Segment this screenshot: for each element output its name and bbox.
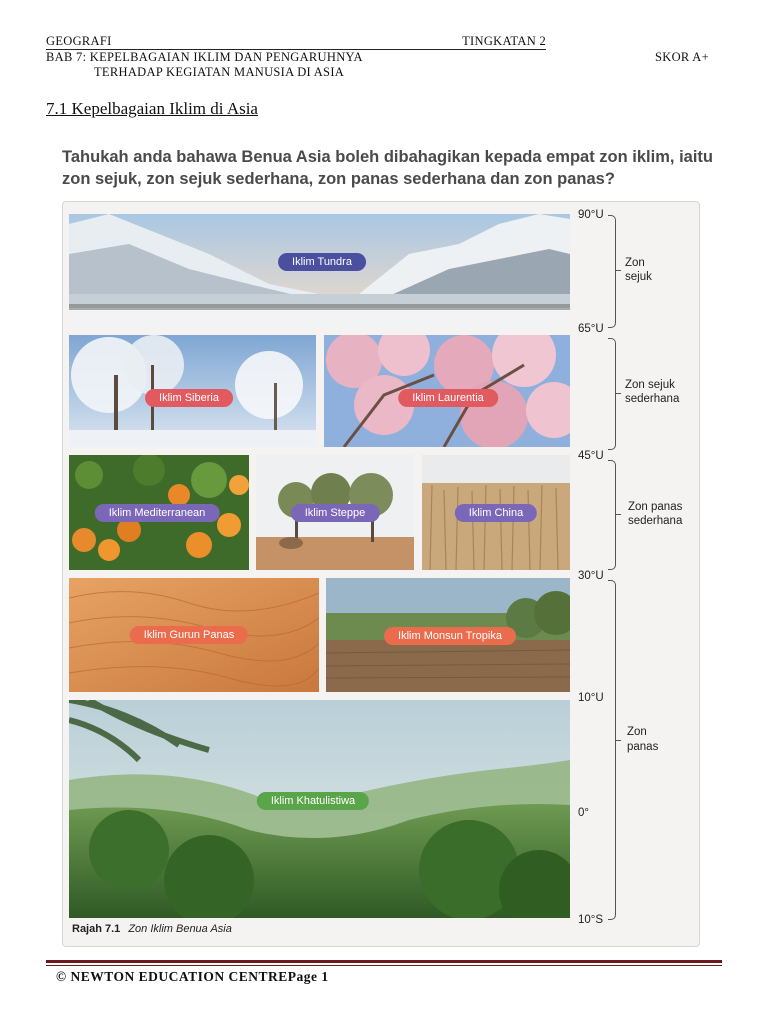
bracket-nub: [615, 740, 621, 741]
desert-label: Iklim Gurun Panas: [130, 626, 248, 644]
china-label: Iklim China: [455, 504, 537, 522]
latitude-45N: 45°U: [578, 450, 604, 462]
bracket-zon-sejuk-sederhana: [608, 338, 616, 450]
zone-sejuk-sederhana-label-1: Zon sejuk: [625, 379, 675, 391]
latitude-0: 0°: [578, 807, 589, 819]
zone-panas-label-2: panas: [627, 741, 659, 753]
form-label: TINGKATAN 2: [462, 34, 546, 48]
zone-sejuk-label-2: sejuk: [625, 271, 652, 283]
subject-label: GEOGRAFI: [46, 34, 112, 48]
latitude-10S: 10°S: [578, 914, 604, 926]
bracket-zon-sejuk: [608, 215, 616, 328]
chapter-title-line1: BAB 7: KEPELBAGAIAN IKLIM DAN PENGARUHNYA: [46, 50, 363, 64]
bracket-nub: [615, 514, 621, 515]
chapter-title-line2: TERHADAP KEGIATAN MANUSIA DI ASIA: [94, 65, 345, 79]
mediterranean-label: Iklim Mediterranean: [95, 504, 220, 522]
bracket-nub: [615, 393, 621, 394]
latitude-65N: 65°U: [578, 323, 604, 335]
caption-label: Rajah 7.1: [72, 923, 121, 935]
tundra-label: Iklim Tundra: [278, 253, 366, 271]
monsoon-label: Iklim Monsun Tropika: [384, 627, 516, 645]
bracket-nub: [615, 270, 621, 271]
bracket-zon-panas-sederhana: [608, 460, 616, 570]
zone-panas-sederhana-label-2: sederhana: [628, 515, 683, 527]
tundra-photo: [69, 214, 570, 328]
figure-caption: [72, 923, 232, 935]
caption-text: Zon Iklim Benua Asia: [128, 923, 232, 935]
zone-panas-label-1: Zon: [627, 726, 647, 738]
latitude-10N: 10°U: [578, 692, 604, 704]
score-label: SKOR A+: [655, 50, 709, 64]
laurentia-label: Iklim Laurentia: [398, 389, 498, 407]
equatorial-label: Iklim Khatulistiwa: [257, 792, 369, 810]
intro-paragraph: Tahukah anda bahawa Benua Asia boleh dibahagikan kepada empat zon iklim, iaitu zon sejuk, zon sejuk sederhana, zon panas sederhana dan zon panas?: [62, 148, 713, 188]
siberia-label: Iklim Siberia: [145, 389, 233, 407]
footer-rule-top: [46, 960, 722, 963]
latitude-30N: 30°U: [578, 570, 604, 582]
zone-panas-sederhana-label-1: Zon panas: [628, 501, 683, 513]
footer-rule-bottom: [46, 965, 722, 966]
footer-text: © NEWTON EDUCATION CENTREPage 1: [56, 969, 329, 984]
latitude-90N: 90°U: [578, 209, 604, 221]
steppe-label: Iklim Steppe: [291, 504, 380, 522]
zone-sejuk-sederhana-label-2: sederhana: [625, 393, 680, 405]
header-top-line: [46, 34, 546, 50]
zone-sejuk-label-1: Zon: [625, 257, 645, 269]
bracket-zon-panas: [608, 580, 616, 920]
section-title: 7.1 Kepelbagaian Iklim di Asia: [46, 99, 258, 118]
